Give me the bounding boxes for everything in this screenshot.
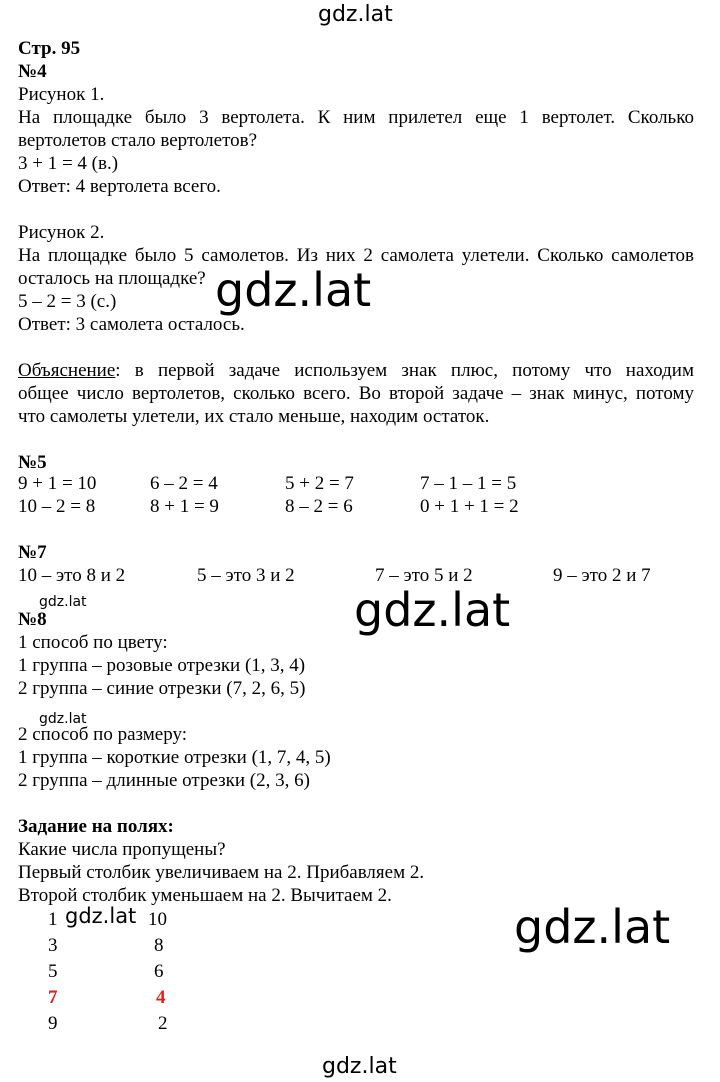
- number-col2: 8: [154, 935, 164, 956]
- fig1-answer: Ответ: 4 вертолета всего.: [18, 176, 221, 197]
- fig1-text: На площадке было 3 вертолета. К ним прилетел еще 1 вертолет. Сколько: [18, 107, 694, 128]
- task7-item: 5 – это 3 и 2: [197, 565, 295, 586]
- explanation-text: что самолеты улетели, их стало меньше, находим остаток.: [18, 406, 490, 427]
- task8-group: 2 группа – длинные отрезки (2, 3, 6): [18, 770, 310, 791]
- task7-title: №7: [18, 542, 47, 563]
- fig2-text: На площадке было 5 самолетов. Из них 2 самолета улетели. Сколько самолетов: [18, 245, 694, 266]
- number-col1-missing: 7: [48, 987, 58, 1008]
- watermark-large: gdz.lat: [514, 900, 671, 954]
- task5-equation: 0 + 1 + 1 = 2: [420, 496, 519, 517]
- task5-equation: 10 – 2 = 8: [18, 496, 96, 517]
- fig1-equation: 3 + 1 = 4 (в.): [18, 153, 119, 174]
- task5-equation: 6 – 2 = 4: [150, 473, 218, 494]
- task5-equation: 8 + 1 = 9: [150, 496, 219, 517]
- number-col1: 1: [48, 909, 58, 930]
- watermark-large: gdz.lat: [215, 263, 372, 317]
- fig2-answer: Ответ: 3 самолета осталось.: [18, 314, 245, 335]
- watermark-small: gdz.lat: [39, 711, 87, 727]
- fig2-equation: 5 – 2 = 3 (с.): [18, 291, 117, 312]
- margin-task-title: Задание на полях:: [18, 816, 174, 837]
- task7-item: 7 – это 5 и 2: [375, 565, 473, 586]
- task8-title: №8: [18, 609, 47, 630]
- explanation: [18, 360, 694, 382]
- watermark-bottom: gdz.lat: [322, 1054, 397, 1079]
- number-col1: 3: [48, 935, 58, 956]
- task8-method: 1 способ по цвету:: [18, 632, 168, 653]
- number-col2-missing: 4: [156, 987, 166, 1008]
- task7-item: 10 – это 8 и 2: [18, 565, 126, 586]
- number-col1: 9: [48, 1013, 58, 1034]
- fig1-label: Рисунок 1.: [18, 84, 105, 105]
- watermark-top: gdz.lat: [318, 2, 393, 27]
- watermark-large: gdz.lat: [354, 583, 511, 637]
- task8-method: 2 способ по размеру:: [18, 724, 187, 745]
- task8-group: 2 группа – синие отрезки (7, 2, 6, 5): [18, 678, 306, 699]
- explanation-text: общее число вертолетов, сколько всего. Во второй задаче – знак минус, потому: [18, 383, 694, 404]
- fig2-text: осталось на площадке?: [18, 268, 206, 289]
- task5-equation: 5 + 2 = 7: [285, 473, 354, 494]
- number-col2: 10: [148, 909, 167, 930]
- margin-task-question: Какие числа пропущены?: [18, 839, 226, 860]
- number-col2: 6: [154, 961, 164, 982]
- task8-group: 1 группа – короткие отрезки (1, 7, 4, 5): [18, 747, 331, 768]
- margin-task-text: Второй столбик уменьшаем на 2. Вычитаем 2.: [18, 885, 392, 906]
- explanation-text: : в первой задаче используем знак плюс, потому что находим: [115, 360, 694, 381]
- number-col1: 5: [48, 961, 58, 982]
- watermark-small: gdz.lat: [39, 594, 87, 610]
- task5-equation: 8 – 2 = 6: [285, 496, 353, 517]
- margin-task-text: Первый столбик увеличиваем на 2. Прибавляем 2.: [18, 862, 425, 883]
- task8-group: 1 группа – розовые отрезки (1, 3, 4): [18, 655, 306, 676]
- task5-title: №5: [18, 452, 47, 473]
- page-number: Стр. 95: [18, 38, 81, 59]
- task7-item: 9 – это 2 и 7: [553, 565, 651, 586]
- watermark-small: gdz.lat: [65, 904, 137, 928]
- explanation-label: Объяснение: [18, 360, 116, 381]
- task5-equation: 9 + 1 = 10: [18, 473, 97, 494]
- number-col2: 2: [158, 1013, 168, 1034]
- fig1-text: вертолетов стало вертолетов?: [18, 130, 258, 151]
- task4-title: №4: [18, 61, 47, 82]
- fig2-label: Рисунок 2.: [18, 222, 105, 243]
- task5-equation: 7 – 1 – 1 = 5: [420, 473, 517, 494]
